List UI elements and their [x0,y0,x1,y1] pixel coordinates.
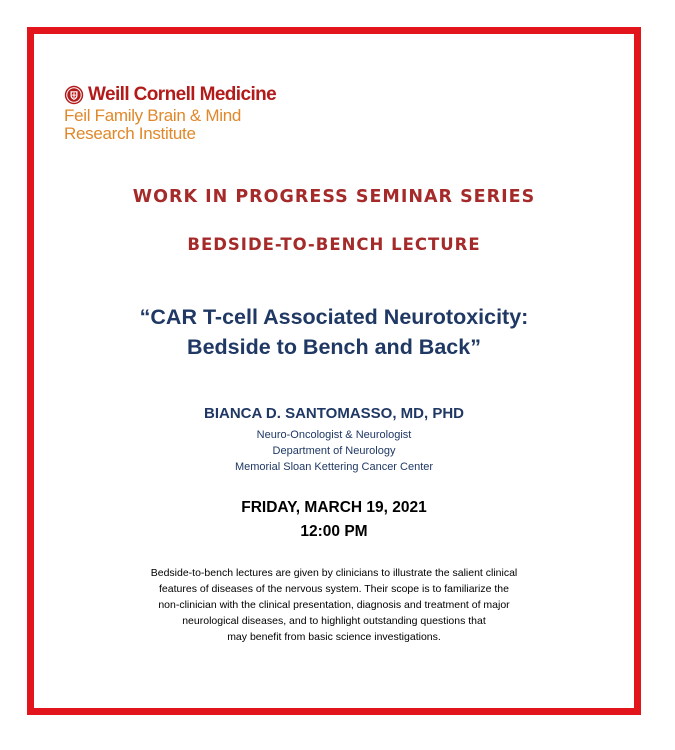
talk-title-line-2: Bedside to Bench and Back” [187,335,481,359]
institute-name-line-1: Feil Family Brain & Mind [64,106,242,125]
speaker-role: Neuro-Oncologist & Neurologist [256,429,412,441]
speaker-institution: Memorial Sloan Kettering Cancer Center [234,461,434,473]
org-name: Weill Cornell Medicine [88,84,277,105]
seminar-series-title: WORK IN PROGRESS SEMINAR SERIES [132,187,536,207]
speaker-department: Department of Neurology [272,445,396,457]
shield-seal-icon [64,85,84,105]
lecture-type-title: BEDSIDE-TO-BENCH LECTURE [187,235,481,254]
logo-top-row [64,83,324,107]
description-line: non-clinician with the clinical presentation, diagnosis and treatment of major [158,599,510,611]
flyer-frame [27,27,641,715]
speaker-name: BIANCA D. SANTOMASSO, MD, PHD [203,405,464,422]
description-line: Bedside-to-bench lectures are given by clinicians to illustrate the salient clinical [150,567,518,579]
institution-logo [64,83,324,143]
description-line: neurological diseases, and to highlight outstanding questions that [182,615,486,627]
description-line: features of diseases of the nervous system. Their scope is to familiarize the [159,583,509,595]
talk-title-line-1: “CAR T-cell Associated Neurotoxicity: [139,305,529,329]
talk-title [34,302,634,362]
lecture-description [92,565,576,645]
institute-name-line-2: Research Institute [64,124,196,143]
event-time: 12:00 PM [300,523,368,540]
event-date: FRIDAY, MARCH 19, 2021 [241,499,427,516]
description-line: may benefit from basic science investigations. [227,631,441,643]
